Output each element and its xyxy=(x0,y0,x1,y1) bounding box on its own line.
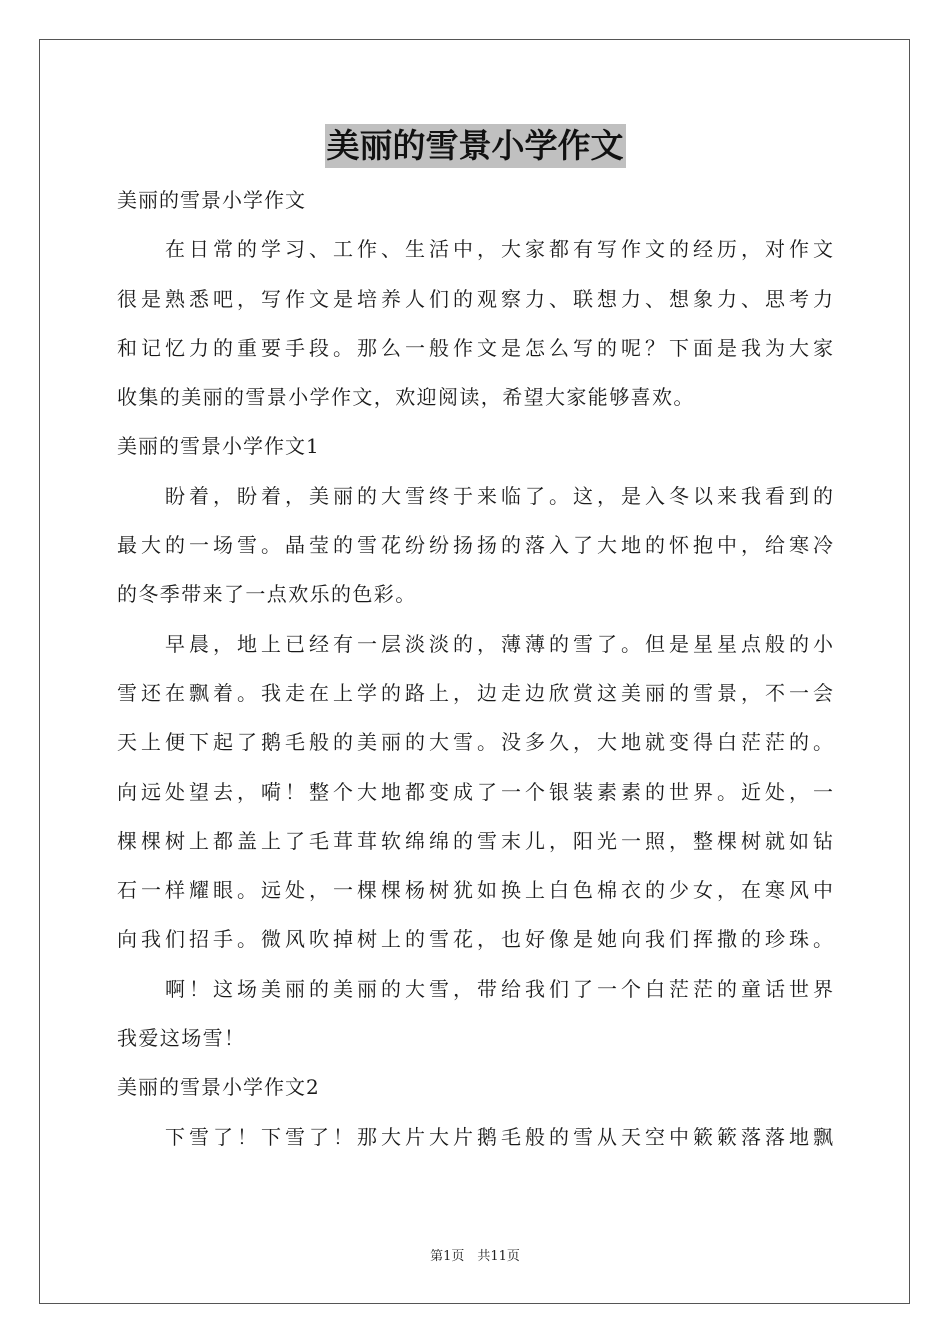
document-body xyxy=(117,176,833,1162)
paragraph-line: 很是熟悉吧，写作文是培养人们的观察力、联想力、想象力、思考力 xyxy=(117,286,833,311)
paragraph-line: 向我们招手。微风吹掉树上的雪花，也好像是她向我们挥撒的珍珠。 xyxy=(117,927,833,952)
paragraph-line: 啊！这场美丽的美丽的大雪，带给我们了一个白茫茫的童话世界 xyxy=(165,976,833,1001)
paragraph-line: 最大的一场雪。晶莹的雪花纷纷扬扬的落入了大地的怀抱中，给寒冷 xyxy=(117,533,833,558)
title-area xyxy=(0,124,950,168)
section-heading: 美丽的雪景小学作文2 xyxy=(117,1075,320,1100)
document-title: 美丽的雪景小学作文 xyxy=(325,124,626,168)
paragraph-line: 我爱这场雪！ xyxy=(117,1026,246,1051)
paragraph-line: 盼着，盼着，美丽的大雪终于来临了。这，是入冬以来我看到的 xyxy=(165,483,833,508)
paragraph-line: 早晨，地上已经有一层淡淡的，薄薄的雪了。但是星星点般的小 xyxy=(165,631,833,656)
paragraph-line: 的冬季带来了一点欢乐的色彩。 xyxy=(117,582,417,607)
paragraph-line: 棵棵树上都盖上了毛茸茸软绵绵的雪末儿，阳光一照，整棵树就如钻 xyxy=(117,828,833,853)
paragraph-line: 向远处望去，嗬！整个大地都变成了一个银装素素的世界。近处，一 xyxy=(117,779,833,804)
paragraph-line: 收集的美丽的雪景小学作文，欢迎阅读，希望大家能够喜欢。 xyxy=(117,385,695,410)
page-footer: 第1页 共11页 xyxy=(430,1249,520,1264)
paragraph-line: 天上便下起了鹅毛般的美丽的大雪。没多久，大地就变得白茫茫的。 xyxy=(117,730,833,755)
section-heading: 美丽的雪景小学作文1 xyxy=(117,434,320,459)
paragraph-line: 和记忆力的重要手段。那么一般作文是怎么写的呢？下面是我为大家 xyxy=(117,335,833,360)
paragraph-line: 在日常的学习、工作、生活中，大家都有写作文的经历，对作文 xyxy=(165,237,833,262)
paragraph-line: 石一样耀眼。远处，一棵棵杨树犹如换上白色棉衣的少女，在寒风中 xyxy=(117,878,833,903)
paragraph-line: 雪还在飘着。我走在上学的路上，边走边欣赏这美丽的雪景，不一会 xyxy=(117,680,833,705)
paragraph-line: 下雪了！下雪了！那大片大片鹅毛般的雪从天空中簌簌落落地飘 xyxy=(165,1124,833,1149)
section-heading: 美丽的雪景小学作文 xyxy=(117,188,306,212)
